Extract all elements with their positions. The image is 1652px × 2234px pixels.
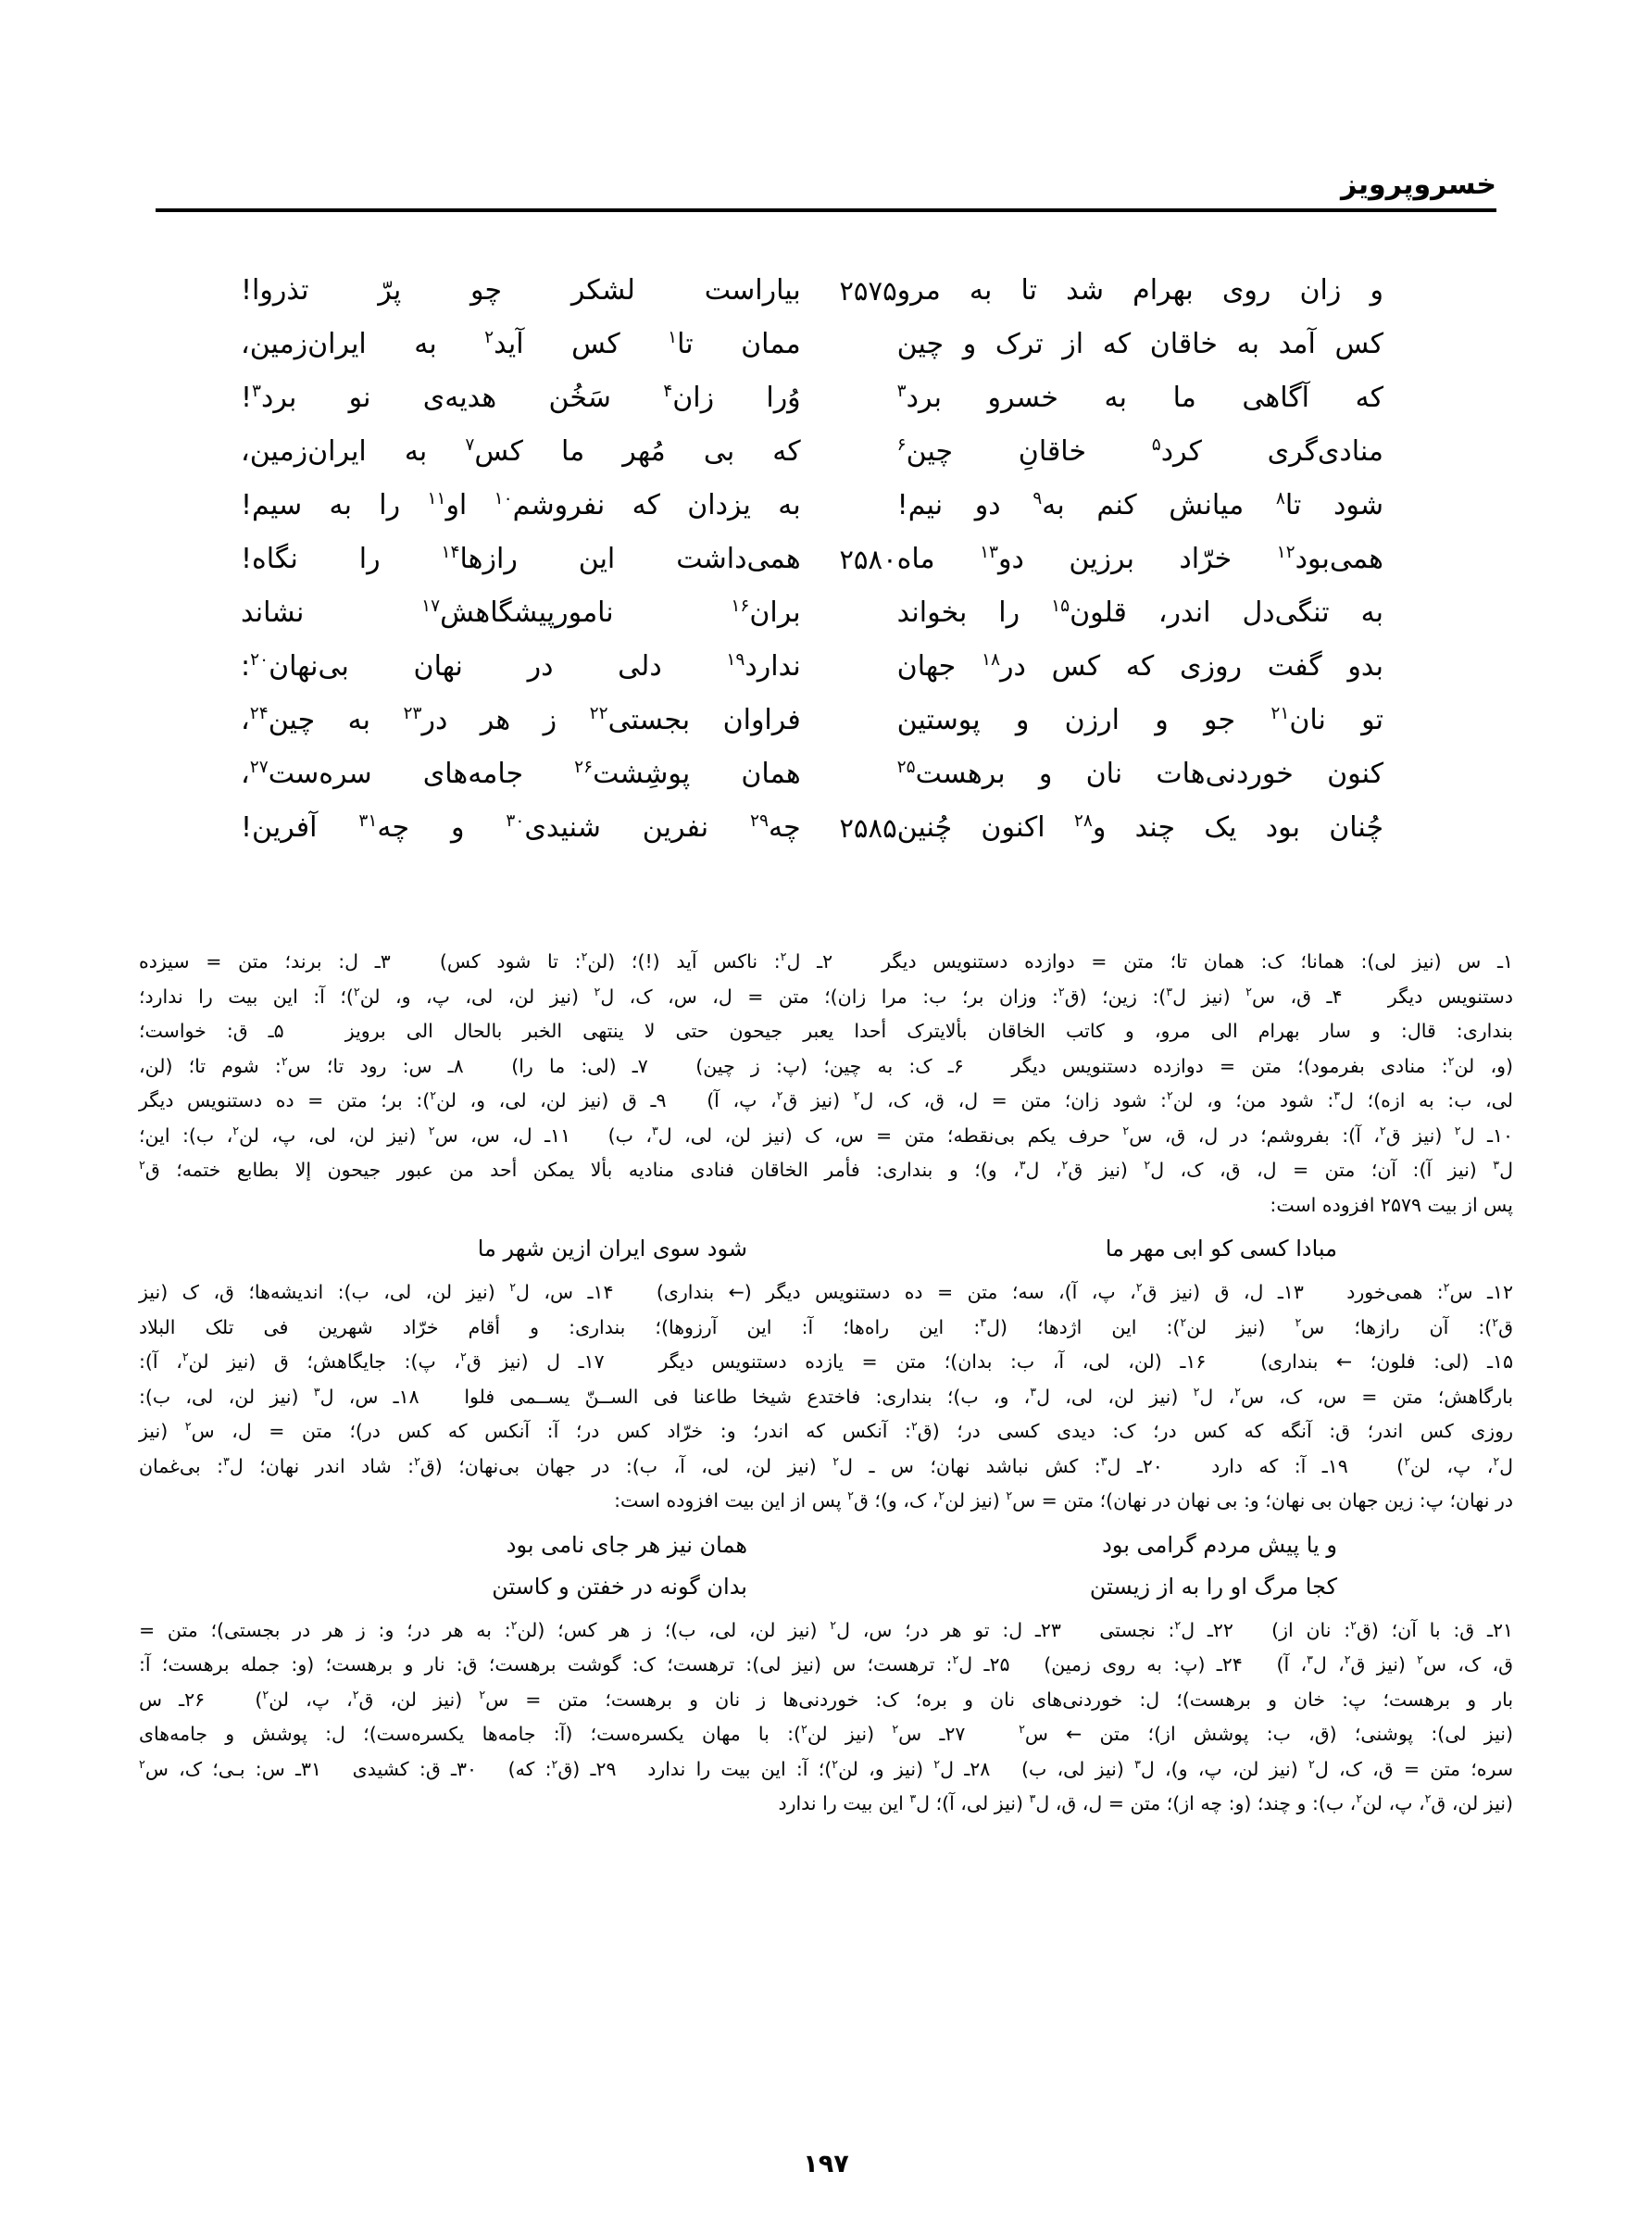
verse-line: [241, 264, 1383, 318]
hemistich-first: [801, 264, 1383, 318]
verse-number: ۲۵۸۰: [839, 544, 897, 575]
verse-line: [241, 747, 1383, 801]
apparatus-line: ل$^۲$، پ، لن$^۲$) ۱۹ـ آ: که دارد ۲۰ـ ل$^۳$: کش نباشد نهان؛ س ـ ل$^۲$ (نیز لن، لی، آ، ب): در جهان بی‌نهان؛ (ق$^۲$: شاد اندر نهان؛ ل$^۳$: بی‌غمان: [139, 1453, 1514, 1477]
hemistich-first-text: تو نان$^{۲۱}$ جو و ارزن و پوستین: [896, 704, 1384, 736]
hemistich-second: [241, 694, 801, 747]
verse-line: [241, 586, 1383, 640]
apparatus-line: لی، ب: به ازه)؛ ل$^۳$: شود من؛ و، لن$^۲$: شود زان؛ متن = ل، ق، ک، ل$^۲$ (نیز ق$^۲$، پ، آ) ۹ـ ق (نیز لن، لی، و، لن$^۲$): بر؛ متن = ده دستنویس دیگر: [139, 1088, 1514, 1111]
apparatus-line: بار و برهست؛ پ: خان و برهست)؛ ل: خوردنی‌های نان و بره؛ ک: خوردنی‌ها ز نان و برهست؛ متن = س$^۲$ (نیز لن، ق$^۲$، پ، لن$^۲$) ۲۶ـ س: [139, 1687, 1514, 1711]
apparatus-line: ل$^۳$ (نیز آ): آن؛ متن = ل، ق، ک، ل$^۲$ (نیز ق$^۲$، ل$^۳$، و)؛ و بنداری: فأمر الخاقان فنادی منادیه بألا یمکن أحد من عبور جیحون إلا بطابع ختمه؛ ق$^۲$: [139, 1158, 1514, 1181]
apparatus-line: (نیز لی): پوشنی؛ (ق، ب: پوشش از)؛ متن ← س$^۲$ ۲۷ـ س$^۲$ (نیز لن$^۲$): با مهان یکسره‌ست؛ (آ: جامه‌ها یکسره‌ست)؛ ل: پوشش و جامه‌های: [139, 1722, 1513, 1745]
apparatus-line: پس از بیت ۲۵۷۹ افزوده است:: [1270, 1193, 1513, 1216]
apparatus-line: (و، لن$^۲$: منادی بفرمود)؛ متن = دوازده دستنویس دیگر ۶ـ ک: به چین؛ (پ: ز چین) ۷ـ (لی: ما را) ۸ـ س: رود تا؛ س$^۲$: شوم تا؛ (لن،: [139, 1053, 1513, 1077]
apparatus-line: ۱۵ـ (لی: فلون؛ ← بنداری) ۱۶ـ (لن، لی، آ، ب: بدان)؛ متن = یازده دستنویس دیگر ۱۷ـ ل (نیز ق$^۲$، پ): جایگاهش؛ ق (نیز لن$^۲$، آ):: [139, 1349, 1513, 1373]
apparatus-line: سره؛ متن = ق، ک، ل$^۲$ (نیز لن، پ، و)، ل$^۳$ (نیز لی، ب) ۲۸ـ ل$^۲$ (نیز و، لن$^۲$)؛ آ: این بیت را ندارد ۲۹ـ (ق$^۲$: که) ۳۰ـ ق: کشیدی ۳۱ـ س: بـی؛ ک، س$^۲$: [139, 1756, 1514, 1780]
hemistich-second: [241, 371, 801, 425]
apparatus-line: ۲۱ـ ق: با آن؛ (ق$^۲$: نان از) ۲۲ـ ل$^۲$: نجستی ۲۳ـ ل: تو هر در؛ س، ل$^۲$ (نیز لن، لی، ب)؛ ز هر کس؛ (لن$^۲$: به هر در؛ و: ز هر در بجستی)؛ متن =: [139, 1617, 1513, 1641]
hemistich-second-text: که بی مُهر ما کس$^۷$ به ایران‌زمین،: [241, 435, 801, 468]
verse-line: [241, 801, 1383, 855]
hemistich-second: [241, 747, 801, 801]
verse-line: [241, 318, 1383, 371]
hemistich-second: [241, 264, 801, 318]
inset-hemistich-second: همان نیز هر جای نامی بود: [506, 1531, 747, 1558]
hemistich-first-text: همی‌بود$^{۱۲}$ خرّاد برزین دو$^{۱۳}$ ماه: [896, 543, 1383, 575]
apparatus-inset-verses: [139, 1228, 1513, 1270]
apparatus-inset-verses: [139, 1525, 1513, 1608]
hemistich-first: [801, 479, 1383, 533]
hemistich-first: [801, 586, 1383, 640]
apparatus-line: بنداری: قال: و سار بهرام الی مرو، و کاتب الخاقان بألایترک أحدا یعبر جیحون حتی لا ینتهی الخبر بالحال الی برویز ۵ـ ق: خواست؛: [139, 1020, 1513, 1042]
hemistich-first: [801, 801, 1383, 855]
apparatus-line: ۱ـ س (نیز لی): همانا؛ ک: همان تا؛ متن = دوازده دستنویس دیگر ۲ـ ل$^۲$: ناکس آید (!)؛ (لن$^۲$: تا شود کس) ۳ـ ل: برند؛ متن = سیزده: [139, 949, 1514, 973]
hemistich-first: [801, 425, 1383, 479]
critical-apparatus: [139, 945, 1513, 1822]
verse-line: [241, 371, 1383, 425]
hemistich-first-text: بدو گفت روزی که کس در$^{۱۸}$ جهان: [896, 650, 1383, 683]
hemistich-first: [801, 533, 1383, 586]
hemistich-second: [241, 479, 801, 533]
apparatus-line: ق$^۲$): آن رازها؛ س$^۲$ (نیز لن$^۲$): این اژدها؛ (ل$^۳$: این راه‌ها؛ آ: این آرزوها)؛ بنداری: و أقام خرّاد شهرین فی تلک البلاد: [139, 1314, 1513, 1338]
hemistich-first-text: شود تا$^۸$ میانش کنم به$^۹$ دو نیم!: [896, 489, 1383, 521]
apparatus-line: ۱۰ـ ل$^۲$ (نیز ق$^۲$، آ): بفروشم؛ در ل، ق، س$^۲$ حرف یکم بی‌نقطه؛ متن = س، ک (نیز لن، لی، ل$^۳$، ب) ۱۱ـ ل، س، س$^۲$ (نیز لن، لی، پ، لن$^۲$، ب): این؛: [139, 1123, 1514, 1147]
inset-hemistich-second: بدان گونه در خفتن و کاستن: [492, 1573, 747, 1600]
hemistich-second-text: بران$^{۱۶}$ نامورپیشگاهش$^{۱۷}$ نشاند: [241, 596, 801, 629]
hemistich-second-text: فراوان بجستی$^{۲۲}$ ز هر در$^{۲۳}$ به چین$^{۲۴}$،: [241, 704, 801, 736]
hemistich-second-text: ندارد$^{۱۹}$ دلی در نهان بی‌نهان$^{۲۰}$:: [241, 650, 801, 683]
inset-hemistich-first: کجا مرگ او را به از زیستن: [1089, 1573, 1337, 1600]
apparatus-line: ۱۲ـ س$^۲$: همی‌خورد ۱۳ـ ل، ق (نیز ق$^۲$، پ، آ)، سه؛ متن = ده دستنویس دیگر (← بنداری) ۱۴ـ س، ل$^۲$ (نیز لن، لی، ب): اندیشه‌ها؛ ق، ک (نیز: [139, 1280, 1514, 1303]
inset-hemistich-second: شود سوی ایران ازین شهر ما: [477, 1236, 747, 1261]
running-head-title: خسروپرویز: [1341, 169, 1496, 201]
verse-line: [241, 533, 1383, 586]
hemistich-second: [241, 640, 801, 694]
hemistich-first-text: که آگاهی ما به خسرو برد$^۳$: [896, 382, 1383, 414]
verse-number: ۲۵۷۵: [839, 275, 897, 307]
hemistich-second: [241, 425, 801, 479]
verse-line: [241, 425, 1383, 479]
running-head-rule: [156, 208, 1496, 212]
verse-line: [241, 479, 1383, 533]
verse-line: [241, 640, 1383, 694]
hemistich-second: [241, 533, 801, 586]
verse-line: [241, 694, 1383, 747]
apparatus-line: در نهان؛ پ: زین جهان بی نهان؛ و: بی نهان در نهان)؛ متن = س$^۲$ (نیز لن$^۲$، ک، و)؛ ق$^۲$ پس از این بیت افزوده است:: [614, 1488, 1513, 1512]
hemistich-first: [801, 747, 1383, 801]
folio-number: ۱۹۷: [803, 2150, 849, 2178]
hemistich-first-text: به تنگی‌دل اندر، قلون$^{۱۵}$ را بخواند: [896, 596, 1384, 629]
running-head: [156, 171, 1496, 212]
inset-hemistich-first: مبادا کسی کو ابی مهر ما: [1105, 1236, 1337, 1261]
apparatus-line: بارگاهش؛ متن = س، ک، س$^۲$، ل$^۲$ (نیز لن، لی، ل$^۳$، و، ب)؛ بنداری: فاختدع شیخا طاعنا فی الســنّ یســمی فلوا ۱۸ـ س، ل$^۳$ (نیز لن، لی، ب):: [139, 1384, 1514, 1408]
inset-verse-line: [194, 1525, 1458, 1566]
hemistich-first-text: چُنان بود یک چند و$^{۲۸}$ اکنون چُنین: [896, 811, 1383, 844]
verse-block: [241, 264, 1383, 855]
apparatus-line: دستنویس دیگر ۴ـ ق، س$^۲$ (نیز ل$^۳$): زین؛ (ق$^۲$: وزان بر؛ ب: مرا زان)؛ متن = ل، س، ک، ل$^۲$ (نیز لن، لی، پ، و، لن$^۲$)؛ آ: این بیت را ندارد؛: [139, 984, 1513, 1008]
hemistich-second: [241, 801, 801, 855]
hemistich-second-text: ممان تا$^۱$ کس آید$^۲$ به ایران‌زمین،: [241, 328, 801, 360]
verse-number: ۲۵۸۵: [839, 812, 897, 844]
hemistich-second: [241, 318, 801, 371]
hemistich-first-text: کس آمد به خاقان که از ترک و چین: [896, 328, 1383, 360]
hemistich-first: [801, 318, 1383, 371]
hemistich-second-text: بیاراست لشکر چو پرّ تذروا!: [241, 274, 801, 307]
apparatus-line: (نیز لن، ق$^۲$، پ، لن$^۲$، ب): و چند؛ (و: چه از)؛ متن = ل، ق، ل$^۳$ (نیز لی، آ)؛ ل$^۳$ این بیت را ندارد: [778, 1791, 1513, 1814]
inset-verse-line: [194, 1228, 1458, 1270]
hemistich-second-text: به یزدان که نفروشم$^{۱۰}$ او$^{۱۱}$ را به سیم!: [241, 489, 801, 521]
hemistich-second: [241, 586, 801, 640]
hemistich-first: [801, 694, 1383, 747]
hemistich-first-text: و زان روی بهرام شد تا به مرو: [896, 274, 1383, 307]
inset-hemistich-first: و یا پیش مردم گرامی بود: [1102, 1531, 1337, 1558]
hemistich-first: [801, 640, 1383, 694]
hemistich-second-text: همی‌داشت این رازها$^{۱۴}$ را نگاه!: [241, 543, 801, 575]
inset-verse-line: [194, 1566, 1458, 1608]
hemistich-first-text: کنون خوردنی‌هات نان و برهست$^{۲۵}$: [896, 758, 1383, 790]
hemistich-first: [801, 371, 1383, 425]
apparatus-line: روزی کس اندر؛ ق: آنگه که کس در؛ ک: دیدی کسی در؛ (ق$^۲$: آنکس که اندر؛ و: خرّاد کس در؛ آ: آنکس که کس در)؛ متن = ل، س$^۲$ (نیز: [139, 1419, 1514, 1442]
apparatus-line: ق، ک، س$^۲$ (نیز ق$^۲$، ل$^۳$، آ) ۲۴ـ (پ: به روی زمین) ۲۵ـ ل$^۲$: ترهست؛ س (نیز لی): ترهست؛ ک: گوشت برهست؛ ق: نار و برهست؛ (و: جمله برهست؛ آ:: [139, 1652, 1514, 1676]
hemistich-second-text: همان پوشِشت$^{۲۶}$ جامه‌های سره‌ست$^{۲۷}$،: [241, 758, 801, 790]
hemistich-second-text: چه$^{۲۹}$ نفرین شنیدی$^{۳۰}$ و چه$^{۳۱}$ آفرین!: [241, 811, 801, 844]
hemistich-first-text: منادی‌گری کرد$^۵$ خاقانِ چین$^۶$: [896, 435, 1383, 468]
hemistich-second-text: وُرا زان$^۴$ سَخُن هدیه‌ی نو برد$^۳$!: [241, 382, 801, 414]
